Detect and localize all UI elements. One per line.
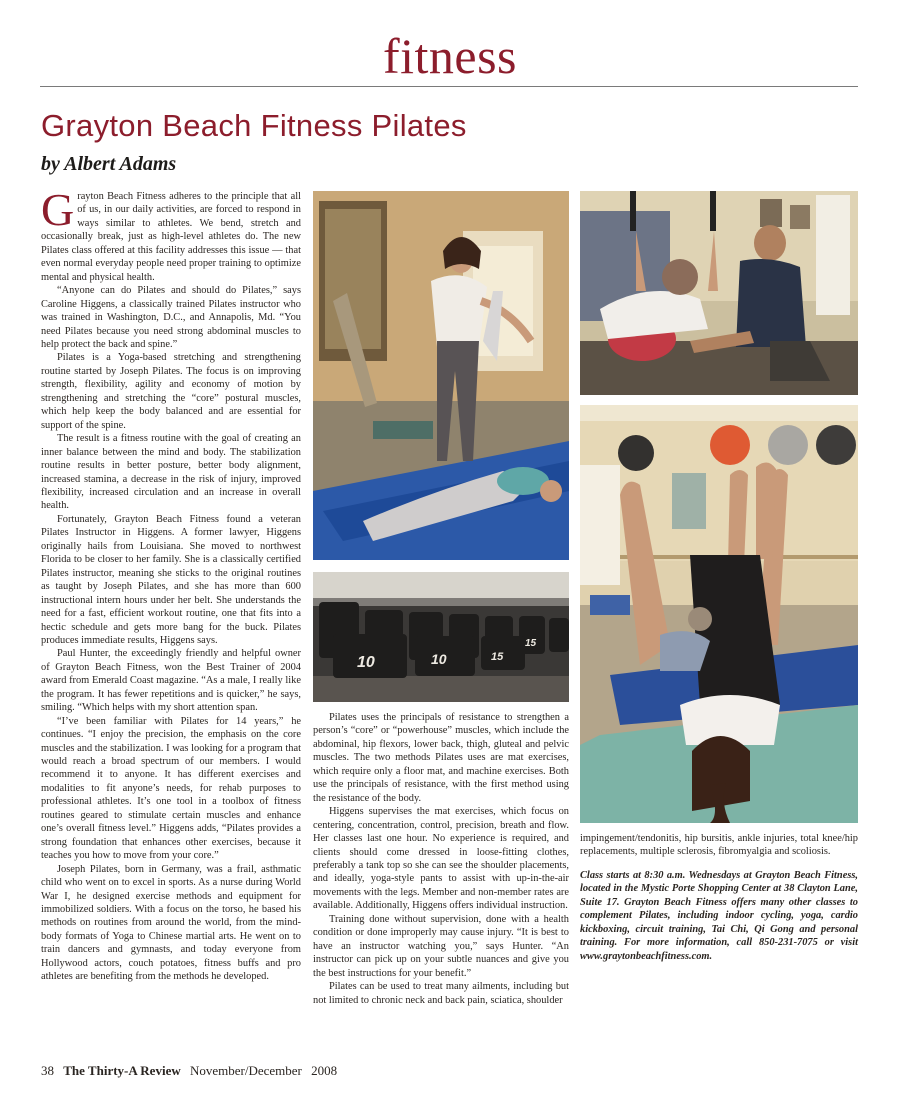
paragraph: Pilates uses the principals of resistance to strengthen a person’s “core” or “powerhouse” muscles, which include the abdominal, hip flexors, lower back, thigh, gluteal and pelvic muscles. The two methods Pilates uses are mat exercises, which require only a floor mat, and machine exercises. Both use the principals of resistance, with the first method using the resistance of the body. bbox=[313, 712, 569, 804]
photo-dumbbells bbox=[313, 572, 569, 702]
paragraph: “I’ve been familiar with Pilates for 14 years,” he continues. “I enjoy the precision, the emphasis on the core muscles and the stabilization. I was looking for a program that would reach a broad spectrum of our members. I would recommend it to anyone. It has different exercises and modalities to fit anyone’s needs, for rehab purposes to professional athletes. It’s one tool in a toolbox of fitness routines geared to stimulate certain muscles and enhance one’s overall fitness level.” Higgens adds, “Pilates provides a strong foundation that enhances other exercises, because it teaches you how to move from your core.” bbox=[41, 715, 301, 862]
dumbbell-label: 15 bbox=[491, 651, 504, 663]
class-info-note: Class starts at 8:30 a.m. Wednesdays at Grayton Beach Fitness, located in the Mystic Porte Shopping Center at 38 Clayton Lane, Suite 17. Grayton Beach Fitness offers many other classes to complement Pilates, including indoor cycling, yoga, cardio kickboxing, circuit training, Tai Chi, Qi Gong and personal training. For more information, call 850-231-7075 or visit www.graytonbeachfitness.com. bbox=[580, 869, 858, 962]
dumbbell-label: 15 bbox=[525, 638, 537, 649]
paragraph: The result is a fitness routine with the goal of creating an inner balance between the mind and body. The stabilization routine results in better posture, better body alignment, increased stamina, a decrease in the risk of injury, improved flexibility, increased circulation and an increase in overall health. bbox=[41, 433, 301, 512]
article-byline: by Albert Adams bbox=[41, 153, 177, 175]
issue-year: 2008 bbox=[311, 1063, 338, 1078]
issue-date: November/December bbox=[189, 1063, 302, 1078]
article-column-1 bbox=[41, 184, 301, 1056]
photo-pilates-stretch bbox=[313, 191, 569, 560]
paragraph: Joseph Pilates, born in Germany, was a frail, asthmatic child who went on to excel in sports. As a nurse during World War I, he designed exercise methods and equipment for immobilized soldiers. With a focus on the torso, he based his methods on routines from around the world, from the mind-body formats of Yoga to Chinese martial arts. He went on to train dancers and gymnasts, and today everyone from Hollywood actors, couch potatoes, fitness buffs and pro athletes are benefiting from the methods he developed. bbox=[41, 863, 301, 983]
page-number: 38 bbox=[41, 1063, 54, 1078]
photo-dumbbells-image bbox=[313, 572, 569, 702]
paragraph: impingement/tendonitis, hip bursitis, ankle injuries, total knee/hip replacements, multiple sclerosis, fibromyalgia and scoliosis. bbox=[580, 833, 858, 858]
photo-pilates-class-image bbox=[580, 405, 858, 823]
dumbbell-label: 10 bbox=[357, 654, 375, 671]
paragraph: Training done without supervision, done with a health condition or done improperly may cause injury. “It is best to have an instructor watching you,” says Hunter. “An instructor can pick up on your subtle nuances and give you the best instructions for your benefit.” bbox=[313, 913, 569, 979]
dumbbell-label: 10 bbox=[431, 651, 447, 667]
article-column-3 bbox=[580, 832, 858, 1032]
paragraph: Higgens supervises the mat exercises, which focus on centering, concentration, control, precision, breath and flow. Her classes last one hour. No experience is required, and clients should come dressed in loose-fitting clothes, preferably a tank top so she can see the shoulder placements, and ideally, yoga-style pants to assist with up-in-the-air movements with the legs. Member and non-member rates are available. Additionally, Higgens offers individual instruction. bbox=[313, 806, 569, 912]
paragraph: Fortunately, Grayton Beach Fitness found a veteran Pilates Instructor in Higgens. A former lawyer, Higgens originally hails from Louisiana. She moved to northwest Florida to be closer to her family. She is a classically certified Pilates instructor, meaning she sticks to the original routines as taught by Joseph Pilates, and she has more than 600 instructional intern hours under her belt. She understands the need for a fast, efficient workout routine, one that fits into a hectic schedule and gets more bang for the buck. Pilates produces immediate results, Higgens says. bbox=[41, 513, 301, 646]
header-rule bbox=[40, 86, 858, 87]
photo-pilates-stretch-image bbox=[313, 191, 569, 560]
photo-trainer-ball bbox=[580, 191, 858, 395]
photo-pilates-class bbox=[580, 405, 858, 823]
photo-trainer-ball-image bbox=[580, 191, 858, 395]
article-headline: Grayton Beach Fitness Pilates bbox=[41, 108, 467, 143]
paragraph: Pilates can be used to treat many ailments, including but not limited to chronic neck and back pain, sciatica, shoulder bbox=[313, 981, 569, 1006]
page-footer bbox=[41, 1063, 343, 1079]
publication-name: The Thirty-A Review bbox=[63, 1063, 181, 1078]
drop-cap: G bbox=[41, 184, 75, 235]
paragraph: Paul Hunter, the exceedingly friendly and helpful owner of Grayton Beach Fitness, won the Best Trainer of 2004 award from Emerald Coast magazine. “As a male, I really like the program. It has fewer repetitions and is quicker,” he says, smiling. “Which helps with my short attention span. bbox=[41, 648, 301, 714]
paragraph: Pilates is a Yoga-based stretching and strengthening routine started by Joseph Pilates. The focus is on improving strength, flexibility, agility and economy of motion by strengthening and stretching the “core” postural muscles, which help keep the body balanced and are essential for support of the spine. bbox=[41, 352, 301, 431]
paragraph: Grayton Beach Fitness adheres to the principle that all of us, in our daily activities, are forced to respond in ways similar to athletes. We bend, stretch and occasionally break, just as high-level athletes do. The new Pilates class offered at this facility addresses this issue — that even normal everyday people need proper training to optimize mental and physical health. bbox=[41, 184, 301, 283]
section-title: fitness bbox=[382, 28, 518, 84]
article-column-2 bbox=[313, 711, 569, 1063]
paragraph: “Anyone can do Pilates and should do Pilates,” says Caroline Higgens, a classically trained Pilates instructor who was trained in Washington, D.C., and Annapolis, Md. “You need Pilates because you need strong abdominal muscles to help protect the back and spine.” bbox=[41, 285, 301, 350]
